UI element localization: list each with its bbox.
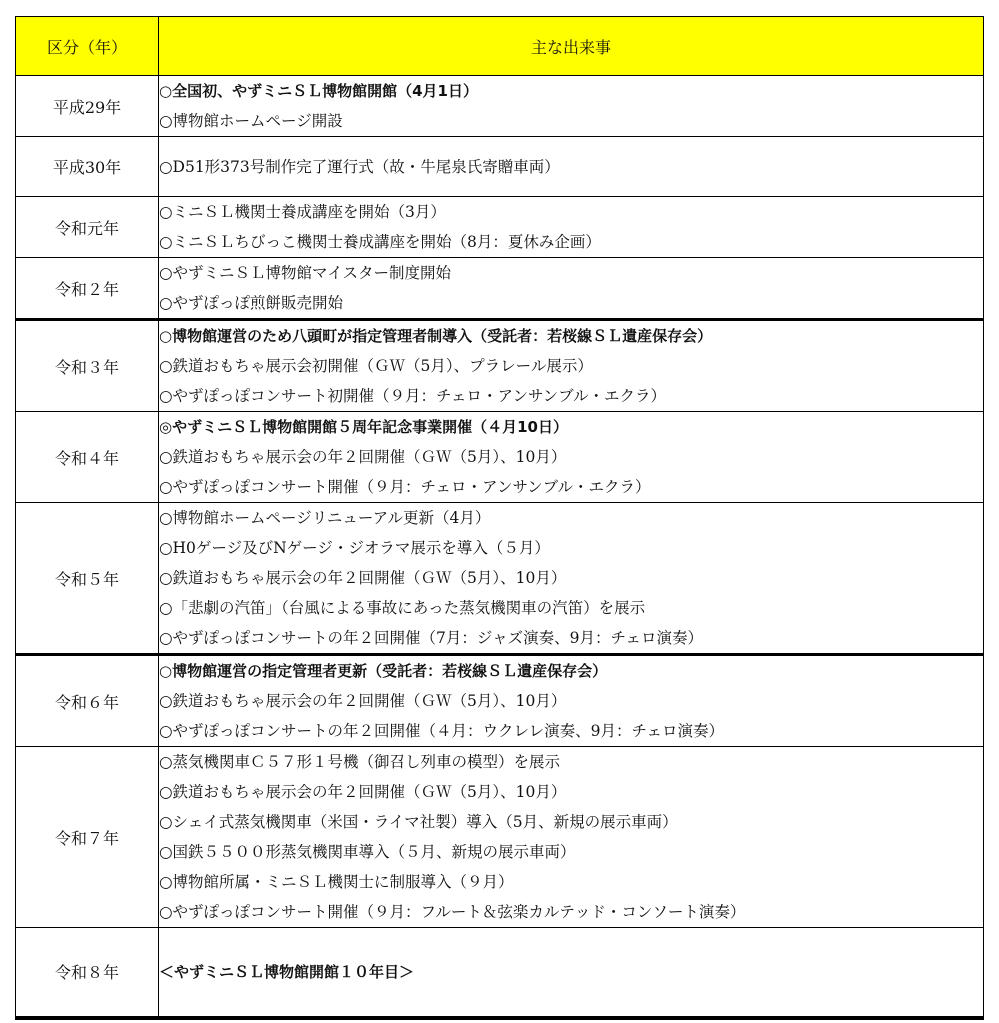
event-item: ○鉄道おもちゃ展示会初開催（ＧＷ（5月）、プラレール展示） bbox=[159, 357, 593, 375]
events-cell bbox=[159, 320, 984, 412]
events-cell bbox=[159, 412, 984, 503]
event-item: ○博物館所属・ミニＳＬ機関士に制服導入（９月） bbox=[159, 873, 514, 891]
header-events: 主な出来事 bbox=[159, 17, 984, 76]
event-item: ○H0ゲージ及びNゲージ・ジオラマ展示を導入（５月） bbox=[159, 539, 550, 557]
events-cell bbox=[159, 197, 984, 258]
event-item: ○やずぽっぽコンサートの年２回開催（４月：ウクレレ演奏、9月：チェロ演奏） bbox=[159, 722, 725, 740]
event-item: ○やずぽっぽコンサート開催（９月：フルート＆弦楽カルテッド・コンソート演奏） bbox=[159, 903, 746, 921]
year-cell: 平成30年 bbox=[16, 137, 159, 197]
table-row bbox=[16, 258, 984, 320]
event-item: ○鉄道おもちゃ展示会の年２回開催（ＧＷ（5月）、10月） bbox=[159, 569, 567, 587]
year-cell: 令和６年 bbox=[16, 655, 159, 747]
event-item: ○やずぽっぽ煎餅販売開始 bbox=[159, 294, 344, 312]
event-item: ○やずぽっぽコンサートの年２回開催（7月：ジャズ演奏、9月：チェロ演奏） bbox=[159, 629, 703, 647]
table-row bbox=[16, 197, 984, 258]
header-year: 区分（年） bbox=[16, 17, 159, 76]
event-item: ○「悲劇の汽笛」（台風による事故にあった蒸気機関車の汽笛）を展示 bbox=[159, 599, 646, 617]
event-item: ○鉄道おもちゃ展示会の年２回開催（ＧＷ（5月）、10月） bbox=[159, 448, 567, 466]
year-cell: 令和２年 bbox=[16, 258, 159, 320]
table-row bbox=[16, 655, 984, 747]
event-item: ○やずミニＳＬ博物館マイスター制度開始 bbox=[159, 264, 452, 282]
year-cell: 令和元年 bbox=[16, 197, 159, 258]
table-row bbox=[16, 76, 984, 137]
table-row bbox=[16, 503, 984, 655]
events-cell bbox=[159, 503, 984, 655]
events-table bbox=[15, 16, 984, 1020]
event-item: ○やずぽっぽコンサート初開催（９月：チェロ・アンサンブル・エクラ） bbox=[159, 387, 667, 405]
event-item: ○国鉄５５００形蒸気機関車導入（５月、新規の展示車両） bbox=[159, 843, 576, 861]
events-cell bbox=[159, 655, 984, 747]
event-item: ＜やずミニＳＬ博物館開館１０年目＞ bbox=[159, 962, 415, 981]
events-cell bbox=[159, 747, 984, 928]
event-item: ○博物館ホームページリニューアル更新（4月） bbox=[159, 509, 491, 527]
year-cell: 令和５年 bbox=[16, 503, 159, 655]
year-cell: 令和８年 bbox=[16, 928, 159, 1018]
year-cell: 令和３年 bbox=[16, 320, 159, 412]
table-row bbox=[16, 928, 984, 1018]
table-row bbox=[16, 137, 984, 197]
event-item: ○鉄道おもちゃ展示会の年２回開催（ＧＷ（5月）、10月） bbox=[159, 783, 567, 801]
header-row bbox=[16, 17, 984, 76]
event-item: ○ミニＳＬ機関士養成講座を開始（3月） bbox=[159, 203, 446, 221]
events-cell bbox=[159, 137, 984, 197]
events-cell bbox=[159, 928, 984, 1018]
events-cell bbox=[159, 76, 984, 137]
year-cell: 令和４年 bbox=[16, 412, 159, 503]
event-item: ○鉄道おもちゃ展示会の年２回開催（ＧＷ（5月）、10月） bbox=[159, 692, 567, 710]
table-row bbox=[16, 747, 984, 928]
event-item: ○シェイ式蒸気機関車（米国・ライマ社製）導入（5月、新規の展示車両） bbox=[159, 813, 678, 831]
event-item: ○博物館ホームページ開設 bbox=[159, 112, 343, 130]
event-item: ○博物館運営の指定管理者更新（受託者：若桜線ＳＬ遺産保存会） bbox=[159, 662, 608, 680]
event-item: ○全国初、やずミニＳＬ博物館開館（4月1日） bbox=[159, 82, 478, 100]
event-item: ○博物館運営のため八頭町が指定管理者制導入（受託者：若桜線ＳＬ遺産保存会） bbox=[159, 327, 713, 345]
event-item: ○やずぽっぽコンサート開催（９月：チェロ・アンサンブル・エクラ） bbox=[159, 478, 651, 496]
year-cell: 平成29年 bbox=[16, 76, 159, 137]
event-item: ○D51形373号制作完了運行式（故・牛尾泉氏寄贈車両） bbox=[159, 157, 560, 176]
table-row bbox=[16, 320, 984, 412]
table-row bbox=[16, 412, 984, 503]
year-cell: 令和７年 bbox=[16, 747, 159, 928]
event-item: ◎やずミニＳＬ博物館開館５周年記念事業開催（４月10日） bbox=[159, 418, 568, 436]
event-item: ○ミニＳＬちびっこ機関士養成講座を開始（8月：夏休み企画） bbox=[159, 233, 601, 251]
event-item: ○蒸気機関車Ｃ５７形１号機（御召し列車の模型）を展示 bbox=[159, 753, 561, 771]
events-cell bbox=[159, 258, 984, 320]
